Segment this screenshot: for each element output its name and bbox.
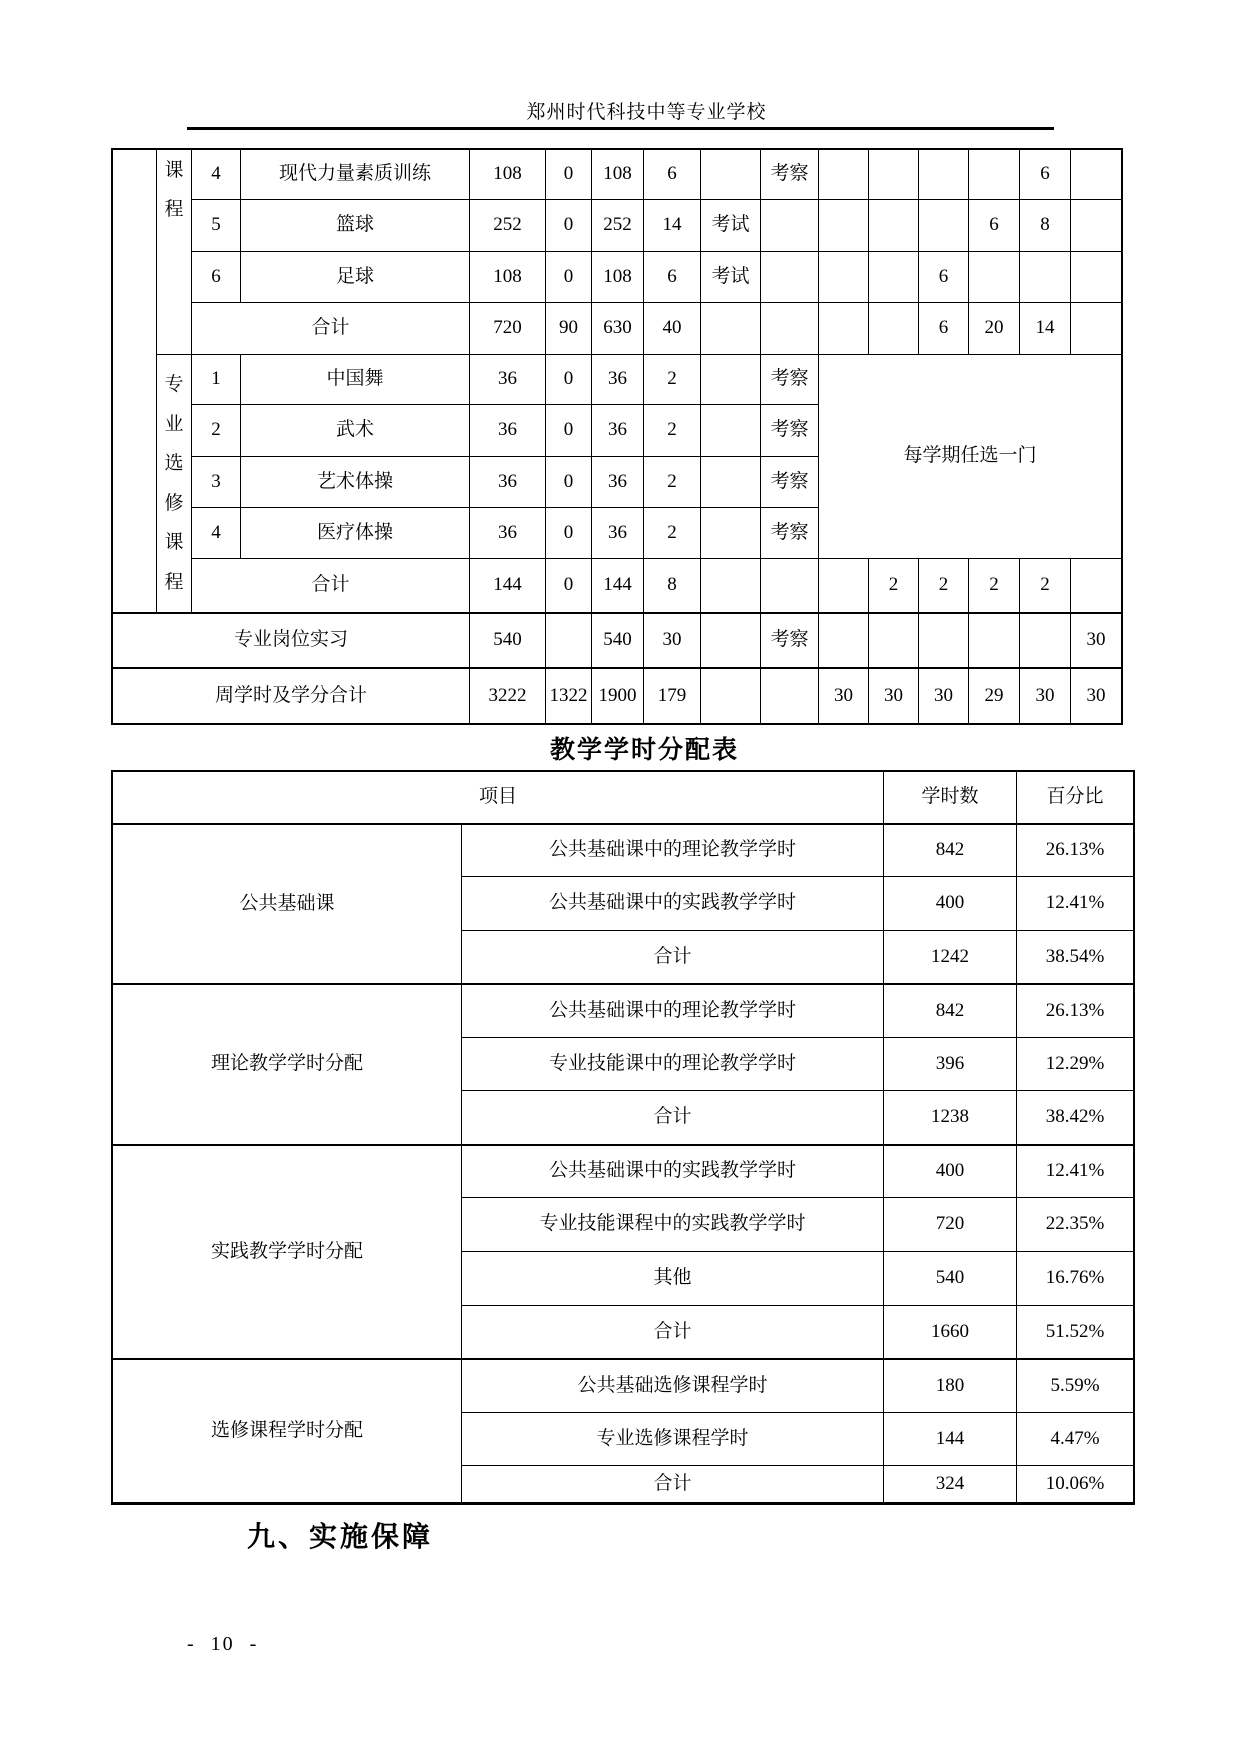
- table-cell: [1071, 252, 1121, 303]
- course-name-cell: 现代力量素质训练: [241, 150, 470, 200]
- table-cell: 36: [592, 405, 644, 457]
- grand-total-value: [1017, 1503, 1133, 1504]
- assessment-cell: 考察: [761, 457, 819, 508]
- table-cell: [869, 613, 919, 668]
- course-name-cell: 武术: [241, 405, 470, 457]
- course-index-cell: 4: [192, 150, 241, 200]
- table-cell: 252: [470, 200, 546, 252]
- table-cell: 0: [546, 200, 592, 252]
- table-cell: 144: [470, 559, 546, 613]
- table-cell: [819, 252, 869, 303]
- table-cell: 14: [1020, 303, 1071, 355]
- table-cell: [701, 668, 761, 723]
- table-cell: [819, 303, 869, 355]
- table-cell: 0: [546, 508, 592, 559]
- table-cell: [969, 252, 1020, 303]
- table-cell: 842: [884, 984, 1017, 1038]
- table-cell: 0: [546, 355, 592, 405]
- table-cell: [701, 613, 761, 668]
- table-cell: 22.35%: [1017, 1198, 1133, 1252]
- table-cell: 180: [884, 1359, 1017, 1413]
- table-cell: [761, 252, 819, 303]
- table-cell: [969, 613, 1020, 668]
- item-cell: 专业技能课中的理论教学学时: [462, 1038, 884, 1091]
- course-index-cell: 3: [192, 457, 241, 508]
- table-cell: 1238: [884, 1091, 1017, 1145]
- table-cell: 36: [470, 355, 546, 405]
- elective-group-label: 专 业 选 修 课 程: [157, 355, 192, 613]
- table-cell: 540: [470, 613, 546, 668]
- table-cell: 396: [884, 1038, 1017, 1091]
- table-cell: 2: [919, 559, 969, 613]
- course-index-cell: 5: [192, 200, 241, 252]
- table-cell: 2: [644, 508, 701, 559]
- table-cell: 108: [592, 150, 644, 200]
- item-cell: 其他: [462, 1252, 884, 1306]
- table-cell: 36: [470, 457, 546, 508]
- table-cell: 144: [592, 559, 644, 613]
- table-cell: 0: [546, 457, 592, 508]
- item-cell: 公共基础课中的实践教学学时: [462, 877, 884, 931]
- assessment-cell: 考察: [761, 508, 819, 559]
- table-cell: 6: [919, 303, 969, 355]
- category-cell: 实践教学学时分配: [113, 1145, 462, 1359]
- table-cell: [701, 303, 761, 355]
- table-cell: [701, 457, 761, 508]
- table-cell: 3222: [470, 668, 546, 723]
- table-cell: 400: [884, 877, 1017, 931]
- table-cell: 108: [470, 150, 546, 200]
- item-cell: 专业技能课程中的实践教学学时: [462, 1198, 884, 1252]
- table-cell: 6: [919, 252, 969, 303]
- subtotal-label: 合计: [462, 1306, 884, 1359]
- table-cell: 36: [470, 508, 546, 559]
- table-cell: 36: [470, 405, 546, 457]
- assessment-cell: 考察: [761, 613, 819, 668]
- table-cell: 2: [644, 457, 701, 508]
- table-cell: 30: [919, 668, 969, 723]
- table-cell: 6: [1020, 150, 1071, 200]
- assessment-cell: 考察: [761, 405, 819, 457]
- table-cell: 30: [819, 668, 869, 723]
- table-cell: 2: [644, 355, 701, 405]
- table-cell: [919, 200, 969, 252]
- table-cell: 5.59%: [1017, 1359, 1133, 1413]
- table-cell: [919, 150, 969, 200]
- table-cell: [761, 559, 819, 613]
- curriculum-table: [111, 148, 1123, 725]
- grand-total-label: [113, 1503, 1017, 1504]
- table-cell: [819, 200, 869, 252]
- table-cell: 540: [592, 613, 644, 668]
- header-percent: 百分比: [1017, 772, 1133, 824]
- table-cell: 842: [884, 824, 1017, 877]
- allocation-table: [111, 770, 1135, 1505]
- table-cell: 108: [470, 252, 546, 303]
- table-cell: [819, 613, 869, 668]
- table-cell: 2: [644, 405, 701, 457]
- table-cell: 26.13%: [1017, 984, 1133, 1038]
- table-cell: 30: [644, 613, 701, 668]
- table-cell: [1071, 150, 1121, 200]
- table-cell: 6: [644, 150, 701, 200]
- table-cell: [761, 200, 819, 252]
- table-cell: 0: [546, 252, 592, 303]
- table-cell: 400: [884, 1145, 1017, 1198]
- table-cell: 8: [1020, 200, 1071, 252]
- table-cell: 252: [592, 200, 644, 252]
- course-name-cell: 医疗体操: [241, 508, 470, 559]
- table-cell: [819, 559, 869, 613]
- table-cell: 16.76%: [1017, 1252, 1133, 1306]
- page-header-title: 郑州时代科技中等专业学校: [526, 102, 767, 123]
- table-cell: 40: [644, 303, 701, 355]
- subtotal-label: 合计: [192, 559, 470, 613]
- table-cell: 720: [470, 303, 546, 355]
- table-cell: 30: [1071, 613, 1121, 668]
- table-cell: 1660: [884, 1306, 1017, 1359]
- table-cell: 38.42%: [1017, 1091, 1133, 1145]
- table-cell: 2: [969, 559, 1020, 613]
- table-cell: 30: [869, 668, 919, 723]
- table-cell: [1071, 559, 1121, 613]
- table-cell: 90: [546, 303, 592, 355]
- page-number: - 10 -: [187, 1633, 259, 1655]
- table-cell: 12.41%: [1017, 1145, 1133, 1198]
- table-cell: [546, 613, 592, 668]
- header-item: 项目: [113, 772, 884, 824]
- table-cell: 630: [592, 303, 644, 355]
- course-index-cell: 4: [192, 508, 241, 559]
- table-cell: [1020, 252, 1071, 303]
- table-cell: 0: [546, 405, 592, 457]
- table-cell: 36: [592, 355, 644, 405]
- table-cell: 51.52%: [1017, 1306, 1133, 1359]
- table-cell: [1071, 200, 1121, 252]
- table-cell: 324: [884, 1466, 1017, 1503]
- subtotal-label: 合计: [462, 1091, 884, 1145]
- table-cell: 38.54%: [1017, 931, 1133, 984]
- course-index-cell: 2: [192, 405, 241, 457]
- item-cell: 公共基础课中的实践教学学时: [462, 1145, 884, 1198]
- table-cell: 4.47%: [1017, 1413, 1133, 1466]
- exam-cell: 考试: [701, 200, 761, 252]
- assessment-cell: 考察: [761, 150, 819, 200]
- table-cell: [761, 668, 819, 723]
- table-cell: 0: [546, 150, 592, 200]
- table-cell: [701, 559, 761, 613]
- weekly-total-label: 周学时及学分合计: [113, 668, 470, 723]
- table-cell: 10.06%: [1017, 1466, 1133, 1503]
- table-cell: [969, 150, 1020, 200]
- table-cell: [919, 613, 969, 668]
- table-cell: 144: [884, 1413, 1017, 1466]
- course-name-cell: 篮球: [241, 200, 470, 252]
- category-cell: 公共基础课: [113, 824, 462, 984]
- item-cell: 公共基础课中的理论教学学时: [462, 824, 884, 877]
- internship-label: 专业岗位实习: [113, 613, 470, 668]
- table-cell: 2: [1020, 559, 1071, 613]
- table-cell: 540: [884, 1252, 1017, 1306]
- section-heading: 九、实施保障: [247, 1522, 434, 1553]
- table-cell: [819, 150, 869, 200]
- table-cell: [701, 405, 761, 457]
- table-cell: 36: [592, 508, 644, 559]
- course-index-cell: 1: [192, 355, 241, 405]
- item-cell: 专业选修课程学时: [462, 1413, 884, 1466]
- subtotal-label: 合计: [462, 1466, 884, 1503]
- course-name-cell: 中国舞: [241, 355, 470, 405]
- table-cell: [701, 150, 761, 200]
- category-spacer-cell: [113, 150, 157, 613]
- table-cell: 29: [969, 668, 1020, 723]
- subtotal-label: 合计: [462, 931, 884, 984]
- table-cell: [1020, 613, 1071, 668]
- assessment-cell: 考察: [761, 355, 819, 405]
- table-cell: 30: [1071, 668, 1121, 723]
- table-cell: 108: [592, 252, 644, 303]
- table-cell: [869, 303, 919, 355]
- table-cell: [761, 303, 819, 355]
- table-cell: 26.13%: [1017, 824, 1133, 877]
- table-cell: 20: [969, 303, 1020, 355]
- exam-cell: 考试: [701, 252, 761, 303]
- table-cell: [701, 508, 761, 559]
- elective-note-cell: 每学期任选一门: [819, 355, 1121, 559]
- course-name-cell: 艺术体操: [241, 457, 470, 508]
- category-cell: 理论教学学时分配: [113, 984, 462, 1145]
- table-cell: 14: [644, 200, 701, 252]
- table-cell: [869, 252, 919, 303]
- table-cell: 1322: [546, 668, 592, 723]
- table-cell: 179: [644, 668, 701, 723]
- subtotal-label: 合计: [192, 303, 470, 355]
- table-cell: 12.29%: [1017, 1038, 1133, 1091]
- item-cell: 公共基础课中的理论教学学时: [462, 984, 884, 1038]
- course-group-label: 课 程: [157, 150, 192, 355]
- table-cell: 1900: [592, 668, 644, 723]
- table-cell: 2: [869, 559, 919, 613]
- table-cell: 6: [644, 252, 701, 303]
- table-cell: 720: [884, 1198, 1017, 1252]
- course-name-cell: 足球: [241, 252, 470, 303]
- course-index-cell: 6: [192, 252, 241, 303]
- table-cell: [701, 355, 761, 405]
- table-cell: 0: [546, 559, 592, 613]
- allocation-table-title: 教学学时分配表: [549, 737, 739, 764]
- table-cell: [1071, 303, 1121, 355]
- category-cell: 选修课程学时分配: [113, 1359, 462, 1503]
- table-cell: 1242: [884, 931, 1017, 984]
- table-cell: 30: [1020, 668, 1071, 723]
- table-cell: [869, 150, 919, 200]
- table-cell: 8: [644, 559, 701, 613]
- header-hours: 学时数: [884, 772, 1017, 824]
- table-cell: [869, 200, 919, 252]
- item-cell: 公共基础选修课程学时: [462, 1359, 884, 1413]
- table-cell: 12.41%: [1017, 877, 1133, 931]
- table-cell: 6: [969, 200, 1020, 252]
- table-cell: 36: [592, 457, 644, 508]
- header-divider: [187, 127, 1054, 130]
